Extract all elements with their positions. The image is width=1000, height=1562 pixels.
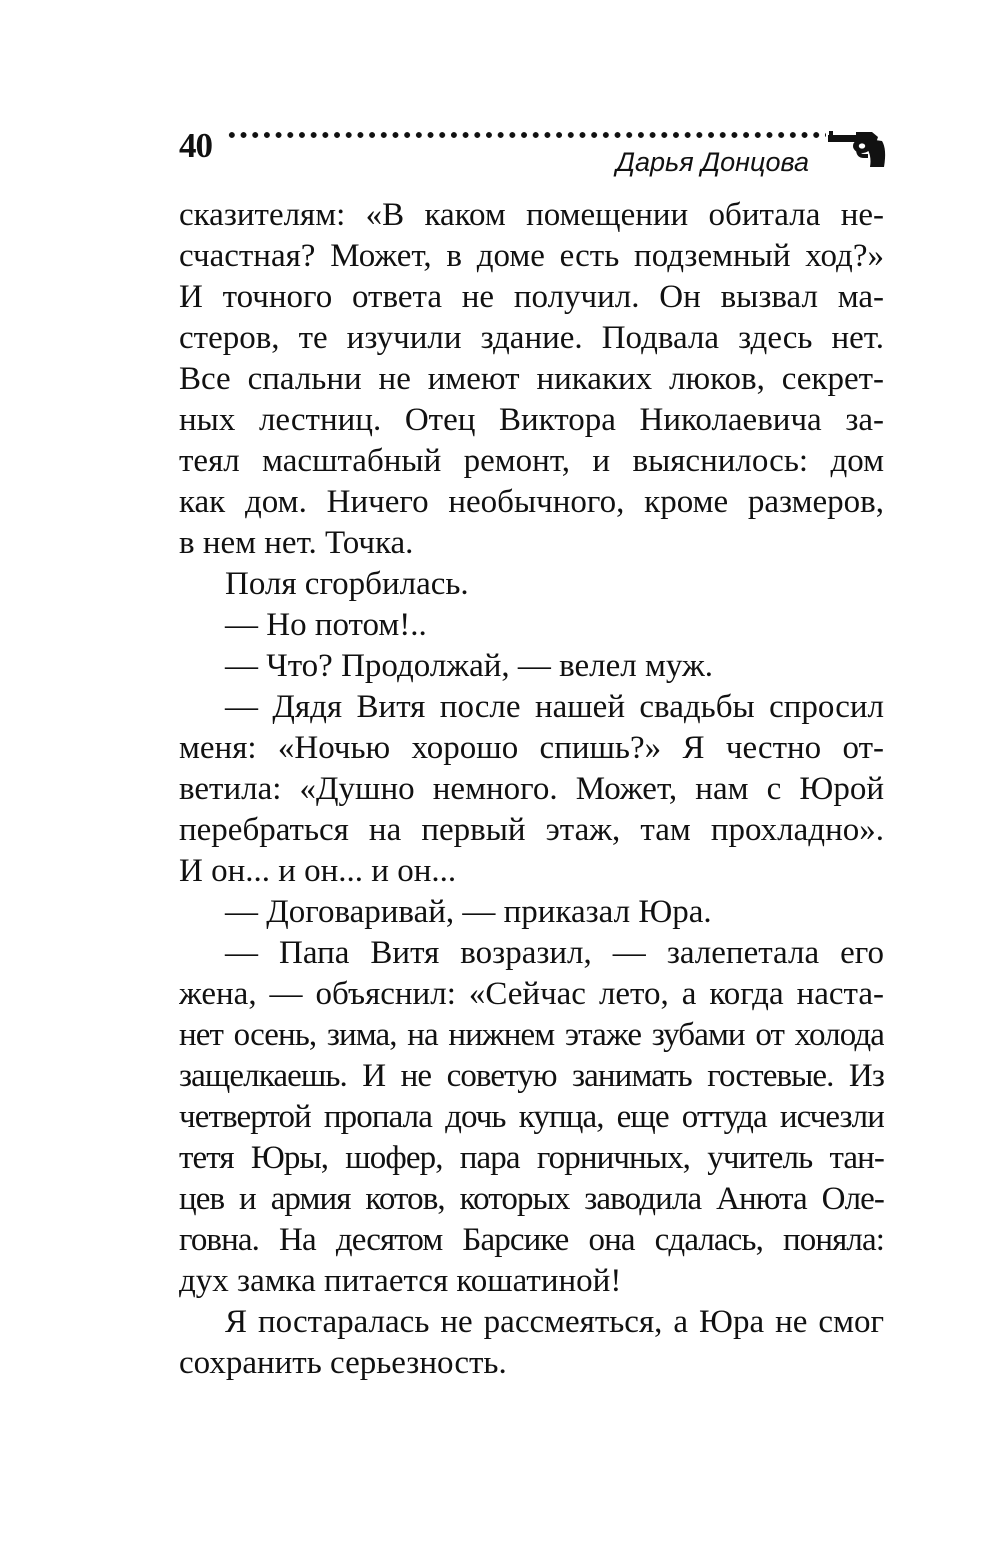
author-name: Дарья Донцова — [615, 147, 809, 177]
text-line: теял масштабный ремонт, и выяснилось: дом — [179, 443, 884, 479]
dot-leader — [226, 131, 826, 139]
text-line: — Но потом!.. — [225, 607, 427, 643]
text-line: Я постаралась не рассмеяться, а Юра не смог — [225, 1304, 884, 1340]
text-line: меня: «Ночью хорошо спишь?» Я честно от- — [179, 730, 884, 766]
revolver-icon — [826, 127, 888, 169]
text-line: счастная? Может, в доме есть подземный ход?» — [179, 238, 884, 274]
text-line: говна. На десятом Барсике она сдалась, поняла: — [179, 1222, 884, 1258]
text-line: четвертой пропала дочь купца, еще оттуда исчезли — [179, 1099, 884, 1135]
text-line: ветила: «Душно немного. Может, нам с Юрой — [179, 771, 884, 807]
text-line: сказителям: «В каком помещении обитала не- — [179, 197, 884, 233]
text-line: стеров, те изучили здание. Подвала здесь нет. — [179, 320, 884, 356]
text-line: жена, — объяснил: «Сейчас лето, а когда наста- — [179, 976, 884, 1012]
text-line: — Что? Продолжай, — велел муж. — [225, 648, 714, 684]
text-line: тетя Юры, шофер, пара горничных, учитель тан- — [179, 1140, 884, 1176]
text-line: Все спальни не имеют никаких люков, секрет- — [179, 361, 884, 397]
text-line: Поля сгорбилась. — [225, 566, 469, 602]
text-line: дух замка питается кошатиной! — [179, 1263, 622, 1299]
text-line: — Папа Витя возразил, — залепетала его — [225, 935, 884, 971]
text-line: — Договаривай, — приказал Юра. — [225, 894, 712, 930]
text-line: сохранить серьезность. — [179, 1345, 507, 1381]
text-line: И точного ответа не получил. Он вызвал ма- — [179, 279, 884, 315]
text-line: И он... и он... и он... — [179, 853, 457, 889]
text-line: ных лестниц. Отец Виктора Николаевича за- — [179, 402, 884, 438]
text-line: — Дядя Витя после нашей свадьбы спросил — [225, 689, 884, 725]
text-body — [179, 195, 884, 1384]
text-line: перебраться на первый этаж, там прохладно». — [179, 812, 884, 848]
text-line: защелкаешь. И не советую занимать гостевые. Из — [179, 1058, 884, 1094]
text-line: цев и армия котов, которых заводила Анюта Оле- — [179, 1181, 884, 1217]
page-number: 40 — [179, 126, 212, 165]
text-line: в нем нет. Точка. — [179, 525, 414, 561]
text-line: как дом. Ничего необычного, кроме размеров, — [179, 484, 884, 520]
text-line: нет осень, зима, на нижнем этаже зубами от холода — [179, 1017, 884, 1053]
